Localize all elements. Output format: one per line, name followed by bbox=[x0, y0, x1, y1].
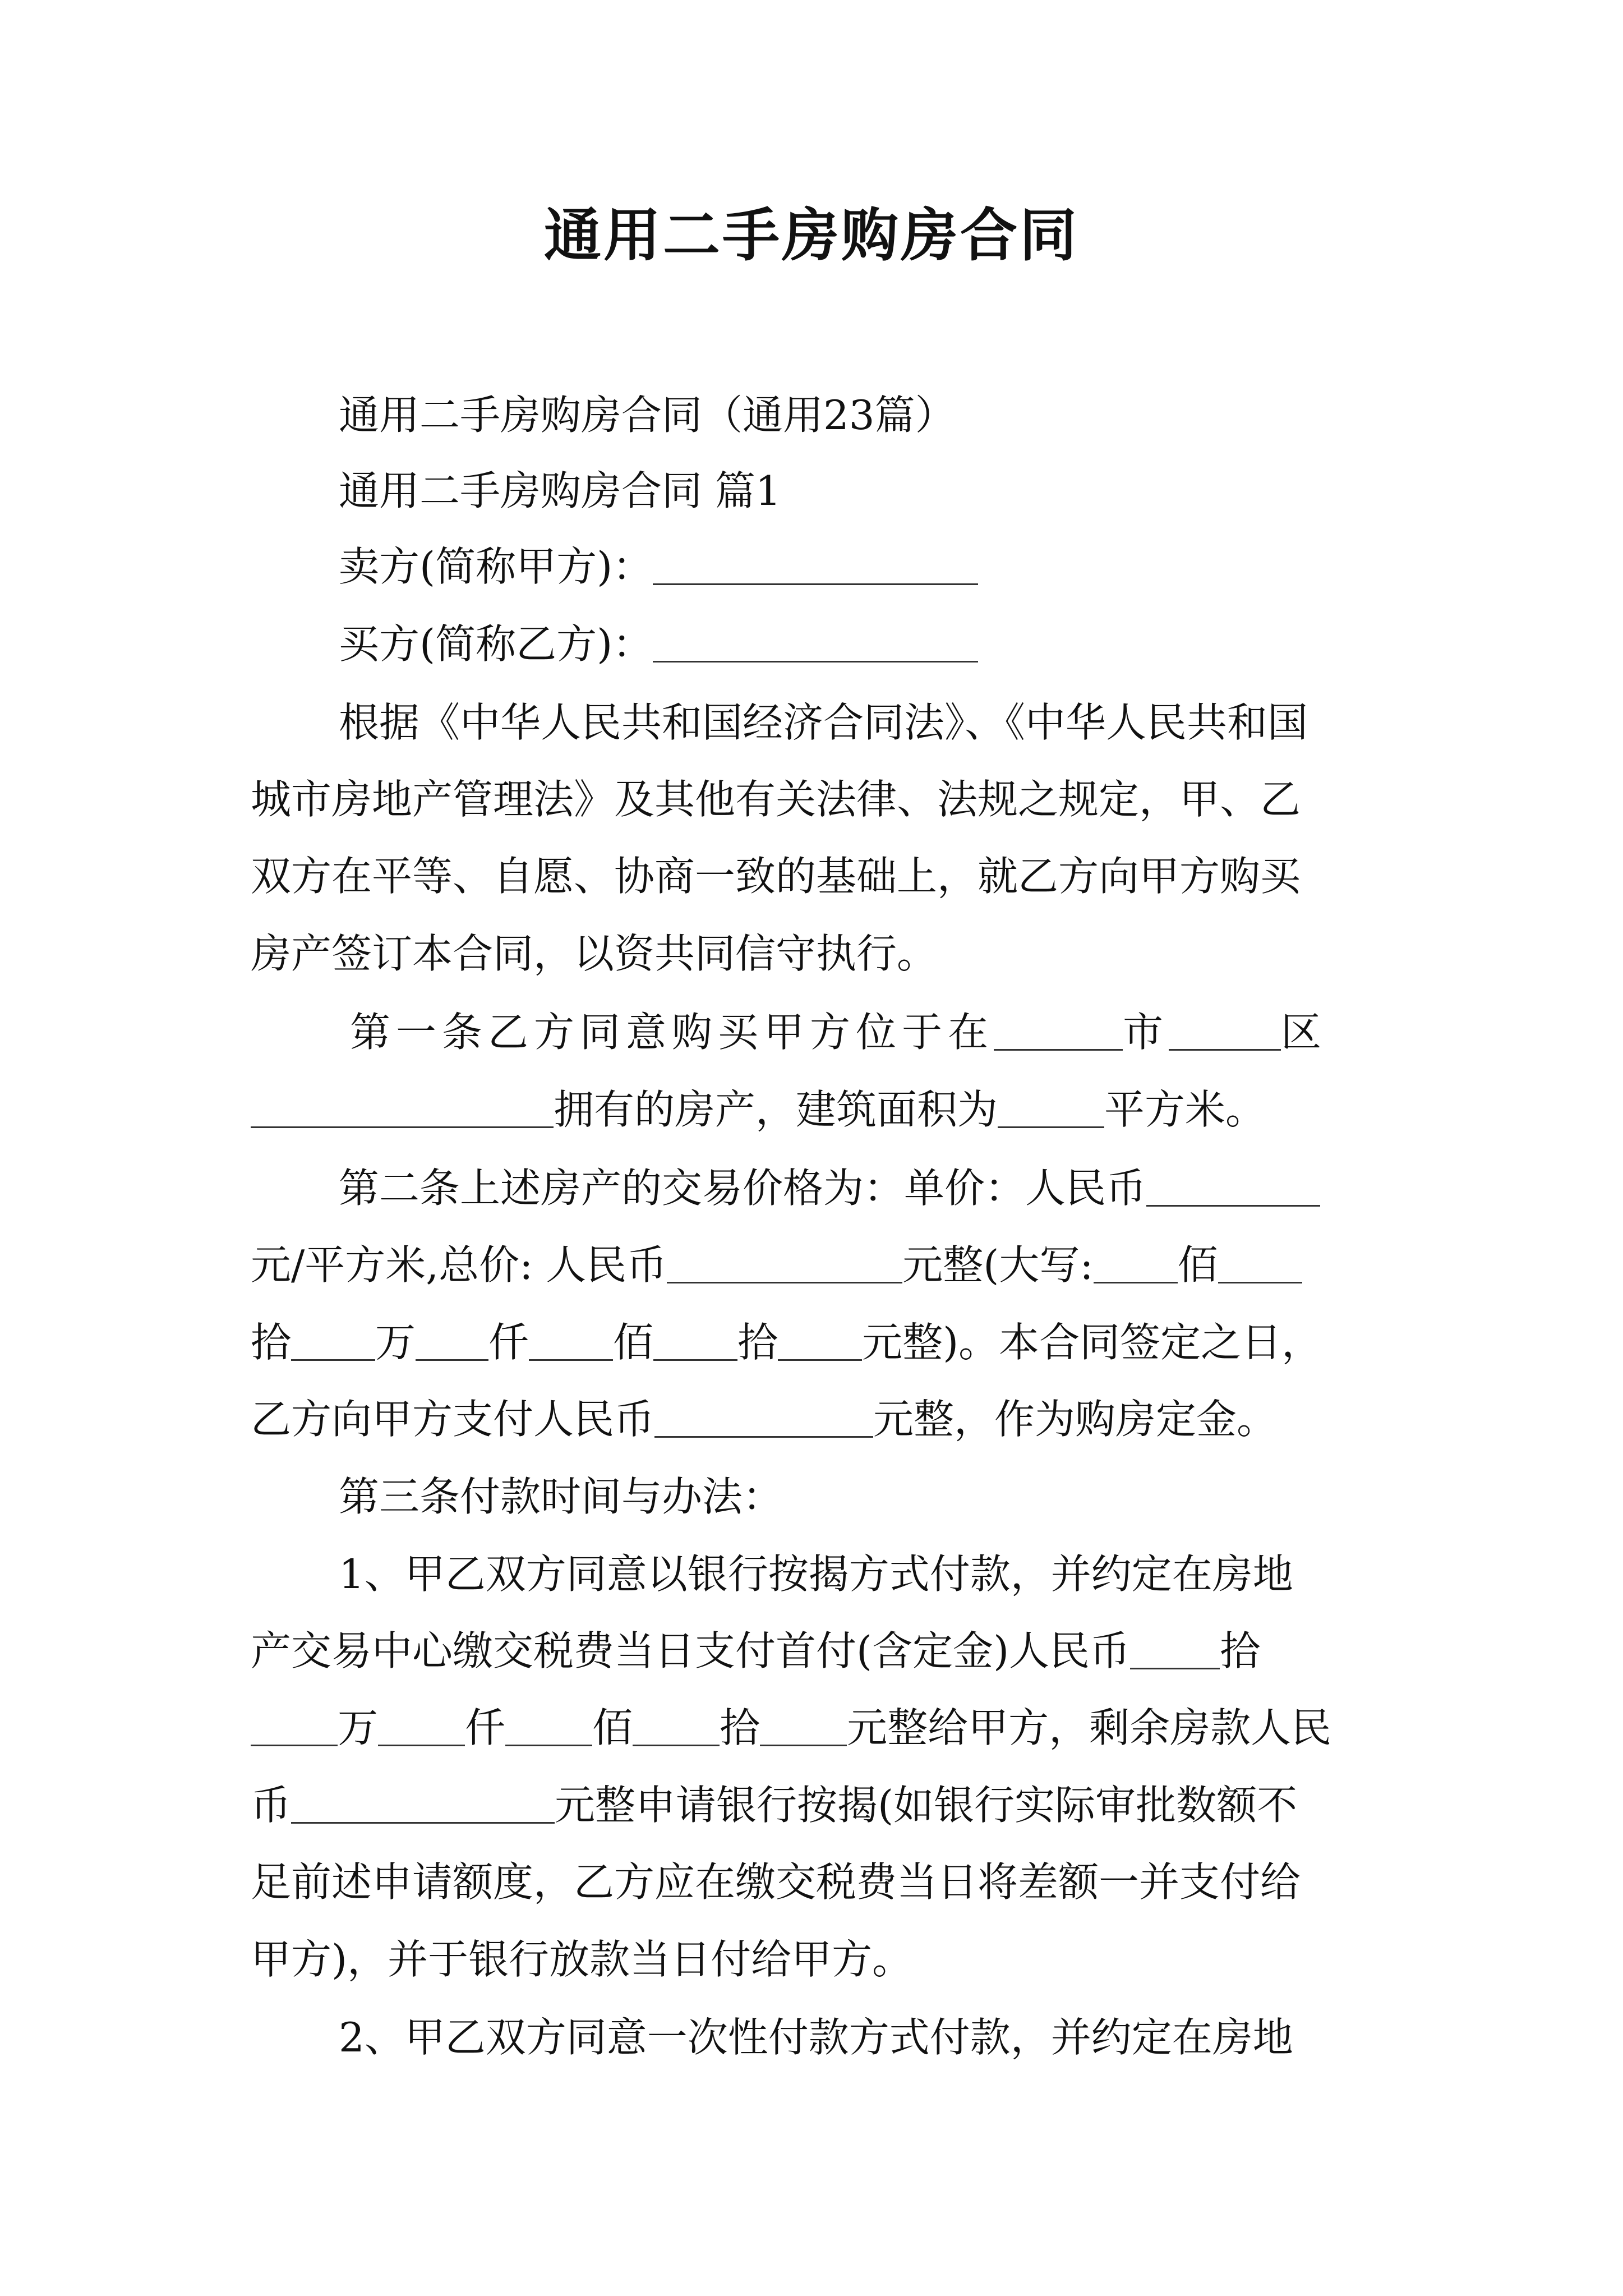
blank bbox=[505, 1705, 592, 1746]
text-line: 佰 bbox=[613, 1319, 654, 1366]
text-line: 通用二手房购房合同 篇1 bbox=[339, 467, 781, 514]
preamble-line-1 bbox=[0, 694, 1623, 751]
blank bbox=[653, 1320, 737, 1361]
blank bbox=[633, 1705, 720, 1746]
text-line: 足前述申请额度，乙方应在缴交税费当日将差额一并支付给 bbox=[251, 1858, 1301, 1906]
text-line: 第三条付款时间与办法： bbox=[339, 1473, 783, 1520]
article-3-heading bbox=[0, 1469, 1623, 1525]
text-line: 区 bbox=[1281, 1009, 1327, 1056]
text-line: 元整，作为购房定金。 bbox=[873, 1396, 1278, 1443]
text-line: 万 bbox=[338, 1704, 379, 1751]
buyer-line bbox=[0, 616, 1623, 672]
text-line: 币 bbox=[251, 1782, 292, 1829]
text-line: 第一条乙方同意购买甲方位于在 bbox=[350, 1009, 994, 1056]
blank bbox=[251, 1705, 338, 1746]
clause-2-line-1 bbox=[0, 2009, 1623, 2065]
city-blank bbox=[994, 1010, 1123, 1051]
buyer-blank bbox=[653, 622, 978, 662]
text-line: 万 bbox=[375, 1319, 416, 1366]
text-line: 双方在平等、自愿、协商一致的基础上，就乙方向甲方购买 bbox=[251, 853, 1301, 900]
text-line: 元整(大写: bbox=[902, 1241, 1094, 1289]
text-line: 房产签订本合同，以资共同信守执行。 bbox=[251, 930, 938, 977]
text-line: 平方米。 bbox=[1104, 1086, 1266, 1133]
text-line: 拾 bbox=[1220, 1627, 1261, 1674]
text-line: 根据《中华人民共和国经济合同法》、《中华人民共和国 bbox=[339, 699, 1308, 746]
text-line: 元整给甲方，剩余房款人民 bbox=[847, 1704, 1332, 1751]
text-line: 2、甲乙双方同意一次性付款方式付款，并约定在房地 bbox=[339, 2014, 1293, 2061]
clause-1-line-3 bbox=[0, 1700, 1623, 1756]
preamble-line-3 bbox=[0, 848, 1623, 904]
blank bbox=[1094, 1243, 1178, 1283]
blank bbox=[529, 1320, 613, 1361]
district-blank bbox=[1169, 1010, 1281, 1051]
text-line: 市 bbox=[1123, 1009, 1169, 1056]
area-blank bbox=[998, 1087, 1104, 1128]
text-line: 拾 bbox=[720, 1704, 760, 1751]
text-line: 第二条上述房产的交易价格为：单价：人民币 bbox=[339, 1165, 1147, 1212]
text-line: 城市房地产管理法》及其他有关法律、法规之规定，甲、乙 bbox=[251, 776, 1301, 823]
text-line: 1、甲乙双方同意以银行按揭方式付款，并约定在房地 bbox=[339, 1550, 1293, 1598]
deposit-blank bbox=[654, 1397, 873, 1438]
total-price-blank bbox=[667, 1243, 902, 1283]
text-line: 乙方向甲方支付人民币 bbox=[251, 1396, 655, 1443]
blank bbox=[778, 1320, 862, 1361]
seller-line bbox=[0, 539, 1623, 595]
clause-1-line-1 bbox=[0, 1546, 1623, 1602]
blank bbox=[760, 1705, 847, 1746]
text-line: 佰 bbox=[1177, 1241, 1218, 1289]
text-line: 元整申请银行按揭(如银行实际审批数额不 bbox=[555, 1782, 1298, 1829]
subtitle-collection bbox=[0, 387, 1623, 443]
chapter-heading bbox=[0, 463, 1623, 519]
seller-blank bbox=[653, 544, 978, 585]
text-line: 仟 bbox=[465, 1704, 506, 1751]
article-2-line-4 bbox=[0, 1391, 1623, 1447]
clause-1-line-4 bbox=[0, 1777, 1623, 1833]
text-line: 产交易中心缴交税费当日支付首付(含定金)人民币 bbox=[251, 1627, 1131, 1674]
address-blank bbox=[251, 1087, 554, 1128]
text-line: 元/平方米,总价: 人民币 bbox=[251, 1241, 667, 1289]
article-1-line-1 bbox=[0, 1004, 1623, 1060]
article-2-line-1 bbox=[0, 1160, 1623, 1216]
article-1-line-2 bbox=[0, 1082, 1623, 1138]
preamble-line-4 bbox=[0, 926, 1623, 982]
blank bbox=[378, 1705, 465, 1746]
document-title: 通用二手房购房合同 bbox=[544, 202, 1079, 269]
clause-1-line-5 bbox=[0, 1854, 1623, 1910]
blank bbox=[416, 1320, 488, 1361]
text-line: 佰 bbox=[592, 1704, 633, 1751]
text-line: 元整)。本合同签定之日， bbox=[862, 1319, 1322, 1366]
text-line: 甲方)，并于银行放款当日付给甲方。 bbox=[251, 1936, 913, 1983]
blank bbox=[1130, 1628, 1220, 1669]
clause-1-line-6 bbox=[0, 1931, 1623, 1987]
seller-label: 卖方(简称甲方)： bbox=[339, 543, 653, 590]
text-line: 通用二手房购房合同（通用23篇） bbox=[339, 392, 956, 439]
text-line: 拾 bbox=[251, 1319, 292, 1366]
buyer-label: 买方(简称乙方)： bbox=[339, 620, 653, 668]
article-2-line-2 bbox=[0, 1237, 1623, 1293]
blank bbox=[291, 1320, 375, 1361]
text-line: 拥有的房产，建筑面积为 bbox=[554, 1086, 998, 1133]
text-line: 拾 bbox=[737, 1319, 778, 1366]
clause-1-line-2 bbox=[0, 1623, 1623, 1679]
unit-price-blank bbox=[1146, 1166, 1320, 1207]
text-line: 仟 bbox=[488, 1319, 529, 1366]
article-2-line-3 bbox=[0, 1314, 1623, 1370]
loan-amount-blank bbox=[291, 1783, 555, 1824]
preamble-line-2 bbox=[0, 771, 1623, 827]
blank bbox=[1218, 1243, 1302, 1283]
